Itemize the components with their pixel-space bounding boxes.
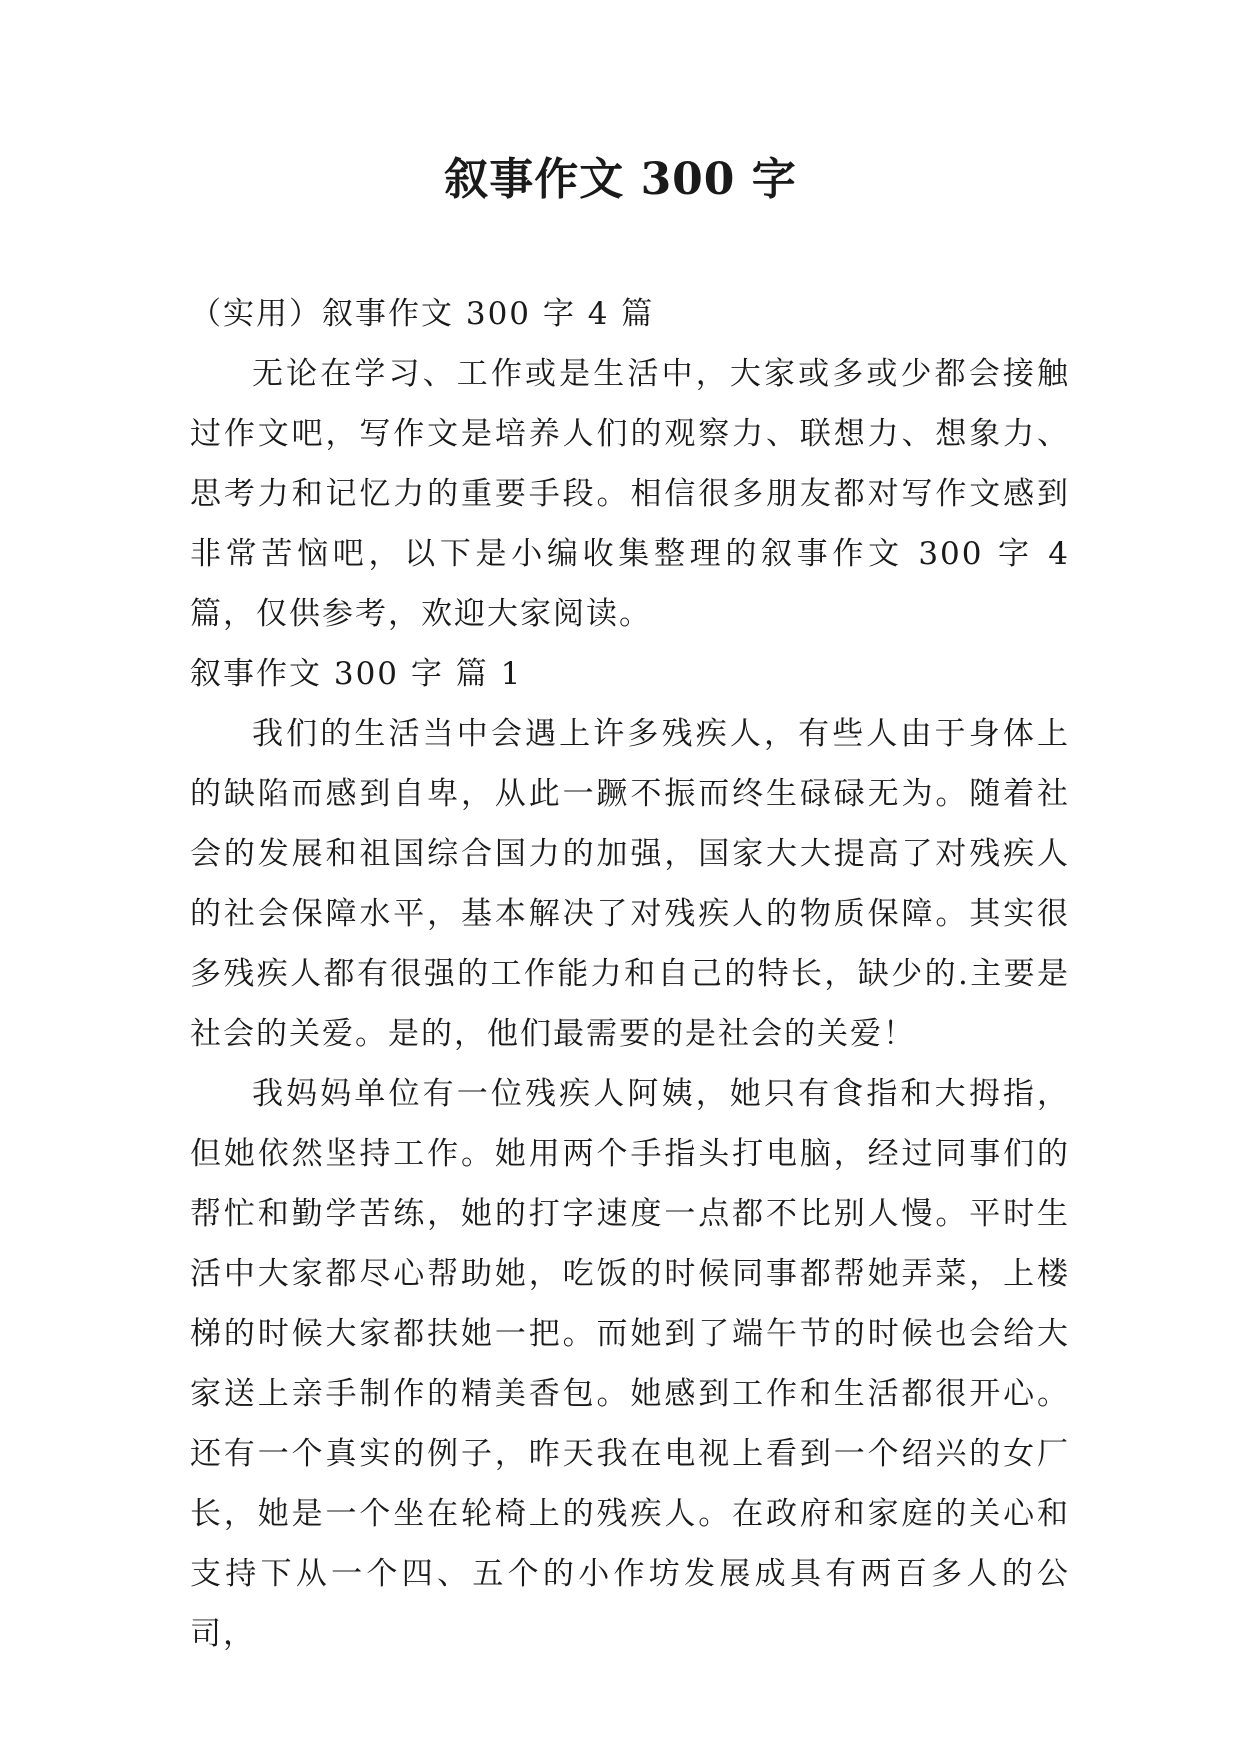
intro-paragraph: 无论在学习、工作或是生活中，大家或多或少都会接触过作文吧，写作文是培养人们的观察力、联想力、想象力、思考力和记忆力的重要手段。相信很多朋友都对写作文感到非常苦恼吧，以下是小编收集整理的叙事作文 300 字 4 篇，仅供参考，欢迎大家阅读。 — [190, 356, 1070, 632]
document-body — [190, 284, 1070, 1664]
body-paragraph: 我妈妈单位有一位残疾人阿姨，她只有食指和大拇指，但她依然坚持工作。她用两个手指头打电脑，经过同事们的帮忙和勤学苦练，她的打字速度一点都不比别人慢。平时生活中大家都尽心帮助她，吃饭的时候同事都帮她弄菜，上楼梯的时候大家都扶她一把。而她到了端午节的时候也会给大家送上亲手制作的精美香包。她感到工作和生活都很开心。还有一个真实的例子，昨天我在电视上看到一个绍兴的女厂长，她是一个坐在轮椅上的残疾人。在政府和家庭的关心和支持下从一个四、五个的小作坊发展成具有两百多人的公司， — [190, 1076, 1070, 1652]
section-heading: 叙事作文 300 字 篇 1 — [190, 656, 523, 692]
document-subtitle: （实用）叙事作文 300 字 4 篇 — [190, 296, 655, 332]
document-title: 叙事作文 300 字 — [444, 154, 797, 205]
body-paragraph: 我们的生活当中会遇上许多残疾人，有些人由于身体上的缺陷而感到自卑，从此一蹶不振而终生碌碌无为。随着社会的发展和祖国综合国力的加强，国家大大提高了对残疾人的社会保障水平，基本解决了对残疾人的物质保障。其实很多残疾人都有很强的工作能力和自己的特长，缺少的.主要是社会的关爱。是的，他们最需要的是社会的关爱！ — [190, 716, 1070, 1052]
